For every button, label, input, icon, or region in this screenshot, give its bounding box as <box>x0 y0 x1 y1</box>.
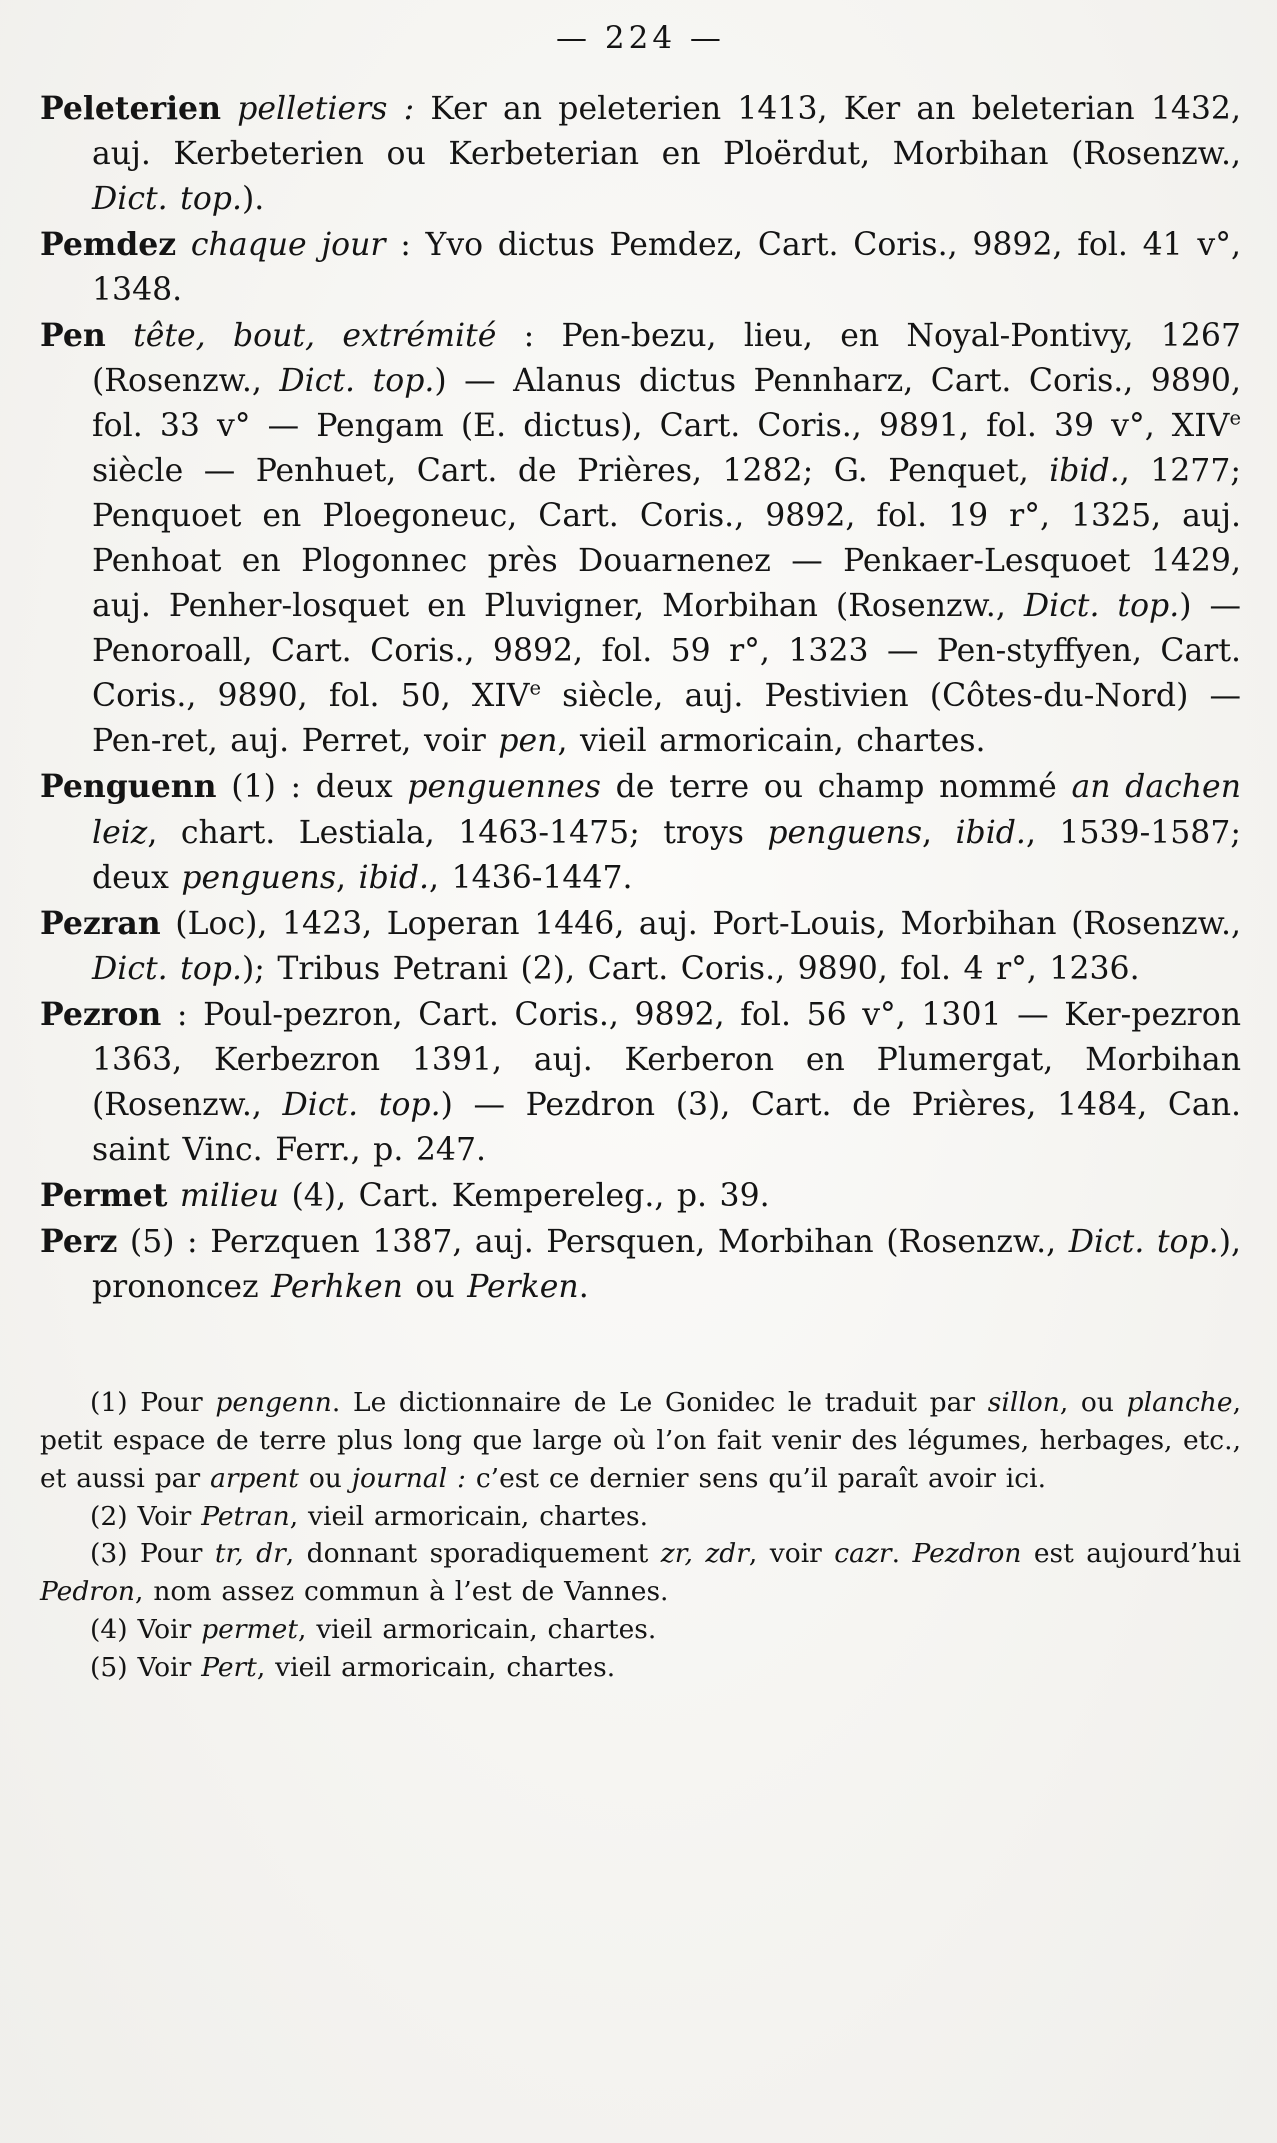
dictionary-entry <box>40 1173 1241 1219</box>
entry-headword: Pezron <box>40 995 162 1033</box>
text-run: (5) Voir <box>90 1652 202 1684</box>
text-run: ou <box>402 1268 468 1305</box>
text-run: arpent <box>210 1462 299 1494</box>
text-run: ) — Alanus dictus Pennharz, Cart. Coris., 9890, fol. 33 v° — Pengam (E. dictus), Cart. Coris., 9891, fol. 39 v°, XIV <box>92 363 1241 445</box>
text-run: . <box>578 1268 589 1305</box>
text-run <box>106 318 133 354</box>
text-run: planche <box>1126 1386 1233 1418</box>
text-run: ) — Pezdron (3), Cart. de Prières, 1484, Can. saint Vinc. Ferr., p. 247. <box>92 1086 1241 1168</box>
text-run <box>176 227 191 263</box>
text-run: ou <box>298 1462 352 1494</box>
text-run: ibid. <box>955 814 1026 851</box>
text-run: , vieil armoricain, chartes. <box>297 1614 657 1646</box>
text-run: Perhken <box>271 1268 403 1305</box>
text-run: milieu <box>179 1177 279 1214</box>
text-run: sillon <box>987 1386 1060 1418</box>
text-run: permet <box>201 1614 298 1646</box>
text-run: pelletiers : <box>237 91 415 127</box>
text-run: journal : <box>351 1462 466 1494</box>
dictionary-entry <box>40 313 1241 764</box>
text-run: (4) Voir <box>90 1614 202 1646</box>
text-run: (1) : deux <box>216 769 408 806</box>
text-run: , 1436-1447. <box>429 859 633 896</box>
text-run: de terre ou champ nommé <box>600 769 1072 806</box>
text-run: Pezdron <box>912 1538 1022 1570</box>
text-run: Dict. top. <box>92 950 242 987</box>
text-run: , <box>922 814 956 851</box>
text-run: : Poul-pezron, Cart. Coris., 9892, fol. 56 v°, 1301 — Ker-pezron 1363, Kerbezron 1391, auj. Kerberon en Plumergat, Morbihan (Rosenzw., <box>92 996 1241 1123</box>
entry-headword: Pemdez <box>40 226 177 264</box>
entry-headword: Pen <box>40 317 106 355</box>
text-run: (1) Pour <box>90 1386 216 1418</box>
text-run: Pedron <box>40 1576 135 1608</box>
entry-headword: Penguenn <box>40 768 217 806</box>
entry-headword: Permet <box>40 1176 168 1214</box>
text-run: (5) : Perzquen 1387, auj. Persquen, Morbihan (Rosenzw., <box>117 1223 1069 1260</box>
dictionary-entry <box>40 222 1241 313</box>
text-run: : Yvo dictus Pemdez, Cart. Coris., 9892, fol. 41 v°, 1348. <box>92 227 1241 309</box>
entry-headword: Peleterien <box>40 90 221 127</box>
text-run: , petit espace de terre plus long que large où l’on fait venir des légumes, herbages, etc., et aussi par <box>40 1386 1241 1494</box>
text-run: ); Tribus Petrani (2), Cart. Coris., 9890, fol. 4 r°, 1236. <box>241 950 1140 987</box>
text-run: Pert <box>201 1652 257 1684</box>
footnote <box>40 1498 1241 1536</box>
page-number: — 224 — <box>556 20 725 56</box>
text-run: tête, bout, extrémité <box>133 318 497 355</box>
text-run: Dict. top. <box>1023 588 1180 625</box>
dictionary-entry <box>40 992 1241 1173</box>
text-run: ) — Penoroall, Cart. Coris., 9892, fol. 59 r°, 1323 — Pen-styffyen, Cart. Coris., 9890, fol. 50, XIV <box>92 588 1241 715</box>
text-run: (4), Cart. Kempereleg., p. 39. <box>278 1177 770 1214</box>
text-run <box>221 91 237 127</box>
text-run: , vieil armoricain, chartes. <box>289 1500 649 1532</box>
text-run: c’est ce dernier sens qu’il paraît avoir ici. <box>465 1462 1047 1494</box>
text-run: zr, zdr <box>660 1538 749 1570</box>
entries-container <box>40 86 1241 1310</box>
text-run: (2) Voir <box>90 1500 202 1532</box>
text-run: penguennes <box>407 769 601 806</box>
text-run: pengenn <box>215 1386 332 1418</box>
text-run: , vieil armoricain, chartes. <box>557 723 986 760</box>
text-run: Petran <box>201 1500 290 1532</box>
text-run: penguens <box>767 814 922 851</box>
text-run: , voir <box>748 1538 835 1570</box>
entry-headword: Pezran <box>40 904 161 942</box>
dictionary-entry <box>40 764 1241 900</box>
footnote <box>40 1384 1241 1498</box>
text-run: Dict. top. <box>282 1086 441 1123</box>
text-run: Dict. top. <box>1068 1223 1219 1260</box>
footnote <box>40 1649 1241 1687</box>
text-run: . <box>891 1538 913 1570</box>
text-run: (3) Pour <box>90 1538 215 1570</box>
text-run: e <box>1229 406 1241 430</box>
dictionary-entry <box>40 86 1241 222</box>
text-run: Ker an peleterien 1413, Ker an beleterian 1432, auj. Kerbeterien ou Kerbeterian en Ploërdut, Morbihan (Rosenzw., <box>92 91 1241 173</box>
text-run: ibid. <box>1049 453 1120 490</box>
footnote <box>40 1611 1241 1649</box>
text-run: (Loc), 1423, Loperan 1446, auj. Port-Louis, Morbihan (Rosenzw., <box>160 905 1241 942</box>
footnotes-container <box>40 1384 1241 1687</box>
text-run: est aujourd’hui <box>1021 1538 1241 1570</box>
text-run: Dict. top. <box>279 363 435 400</box>
text-run: e <box>529 676 542 700</box>
dictionary-entry <box>40 901 1241 992</box>
text-run: , donnant sporadiquement <box>285 1538 661 1570</box>
text-run: , ou <box>1059 1386 1127 1418</box>
text-run: , <box>336 859 359 896</box>
text-run: . Le dictionnaire de Le Gonidec le traduit par <box>331 1386 988 1418</box>
entry-headword: Perz <box>40 1222 118 1260</box>
text-run: , chart. Lestiala, 1463-1475; troys <box>147 814 768 851</box>
text-run: siècle — Penhuet, Cart. de Prières, 1282; G. Penquet, <box>92 453 1050 490</box>
text-run: an dachen leiz <box>92 769 1241 851</box>
text-run: , 1539-1587; deux <box>92 814 1241 896</box>
text-run: : Pen-bezu, lieu, en Noyal-Pontivy, 1267 (Rosenzw., <box>92 318 1241 400</box>
footnote <box>40 1535 1241 1611</box>
text-run: , nom assez commun à l’est de Vannes. <box>134 1576 669 1608</box>
text-run: pen <box>498 723 558 760</box>
text-run: penguens <box>181 859 337 896</box>
text-run: Perken <box>467 1268 579 1305</box>
text-run: chaque jour <box>190 227 386 264</box>
text-run: , 1277; Penquoet en Ploegoneuc, Cart. Coris., 9892, fol. 19 r°, 1325, auj. Penhoat en Plogonnec près Douarnenez — Penkaer-Lesquoet 1429, auj. Penher-losquet en Pluvigner, Morbihan (Rosenzw., <box>92 453 1241 625</box>
text-run: , vieil armoricain, chartes. <box>256 1652 616 1684</box>
text-run: ). <box>241 181 265 218</box>
text-run: cazr <box>834 1538 892 1570</box>
text-run: ), prononcez <box>92 1223 1241 1305</box>
text-run: Dict. top. <box>92 181 242 218</box>
dictionary-entry <box>40 1219 1241 1310</box>
text-run: siècle, auj. Pestivien (Côtes-du-Nord) — Pen-ret, auj. Perret, voir <box>92 678 1241 760</box>
text-run: ibid. <box>358 859 430 896</box>
text-run: tr, dr <box>214 1538 286 1570</box>
text-run <box>167 1178 180 1214</box>
